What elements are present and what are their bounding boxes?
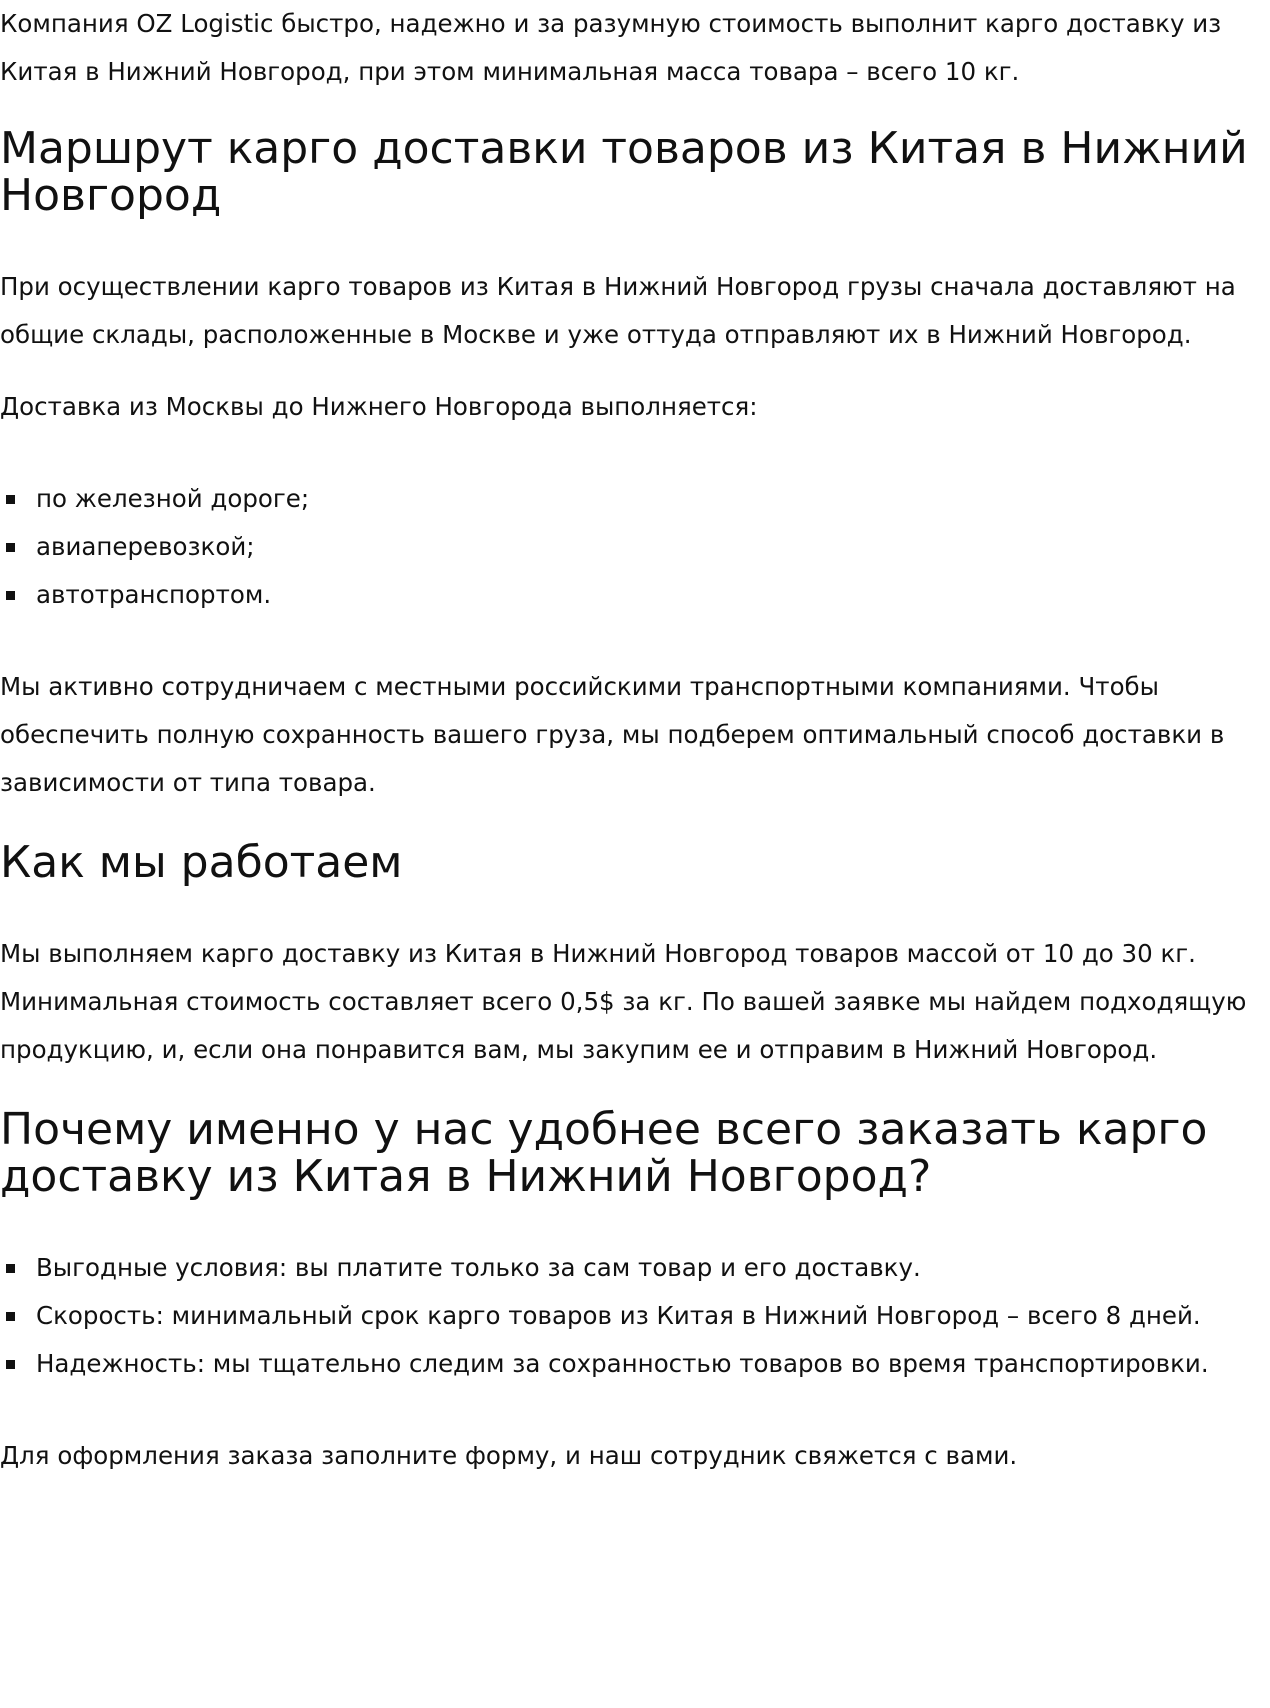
list-item: Скорость: минимальный срок карго товаров из Китая в Нижний Новгород – всего 8 дней. [0,1292,1270,1340]
route-paragraph: При осуществлении карго товаров из Китая в Нижний Новгород грузы сначала доставляют на общие склады, расположенные в Москве и уже оттуда отправляют их в Нижний Новгород. [0,272,1236,349]
how-we-work-paragraph: Мы выполняем карго доставку из Китая в Нижний Новгород товаров массой от 10 до 30 кг. Минимальная стоимость составляет всего 0,5$ за кг. По вашей заявке мы найдем подходящую продукцию, и, если она понравится вам, мы закупим ее и отправим в Нижний Новгород. [0,939,1247,1064]
route-heading: Маршрут карго доставки товаров из Китая в Нижний Новгород [0,123,1248,221]
order-form-paragraph: Для оформления заказа заполните форму, и наш сотрудник свяжется с вами. [0,1441,1018,1470]
list-item: по железной дороге; [0,475,1270,523]
list-item: Выгодные условия: вы платите только за сам товар и его доставку. [0,1244,1270,1292]
delivery-methods-list [0,475,1270,619]
how-we-work-heading: Как мы работаем [0,837,403,888]
advantages-list [0,1244,1270,1388]
intro-paragraph: Компания OZ Logistic быстро, надежно и за разумную стоимость выполнит карго доставку из Китая в Нижний Новгород, при этом минимальная масса товара – всего 10 кг. [0,9,1222,86]
delivery-paragraph: Доставка из Москвы до Нижнего Новгорода выполняется: [0,392,758,421]
list-item: авиаперевозкой; [0,523,1270,571]
list-item: автотранспортом. [0,571,1270,619]
cooperate-paragraph: Мы активно сотрудничаем с местными российскими транспортными компаниями. Чтобы обеспечить полную сохранность вашего груза, мы подберем оптимальный способ доставки в зависимости от типа товара. [0,672,1225,797]
why-us-heading: Почему именно у нас удобнее всего заказать карго доставку из Китая в Нижний Новгород? [0,1104,1208,1202]
list-item: Надежность: мы тщательно следим за сохранностью товаров во время транспортировки. [0,1340,1270,1388]
